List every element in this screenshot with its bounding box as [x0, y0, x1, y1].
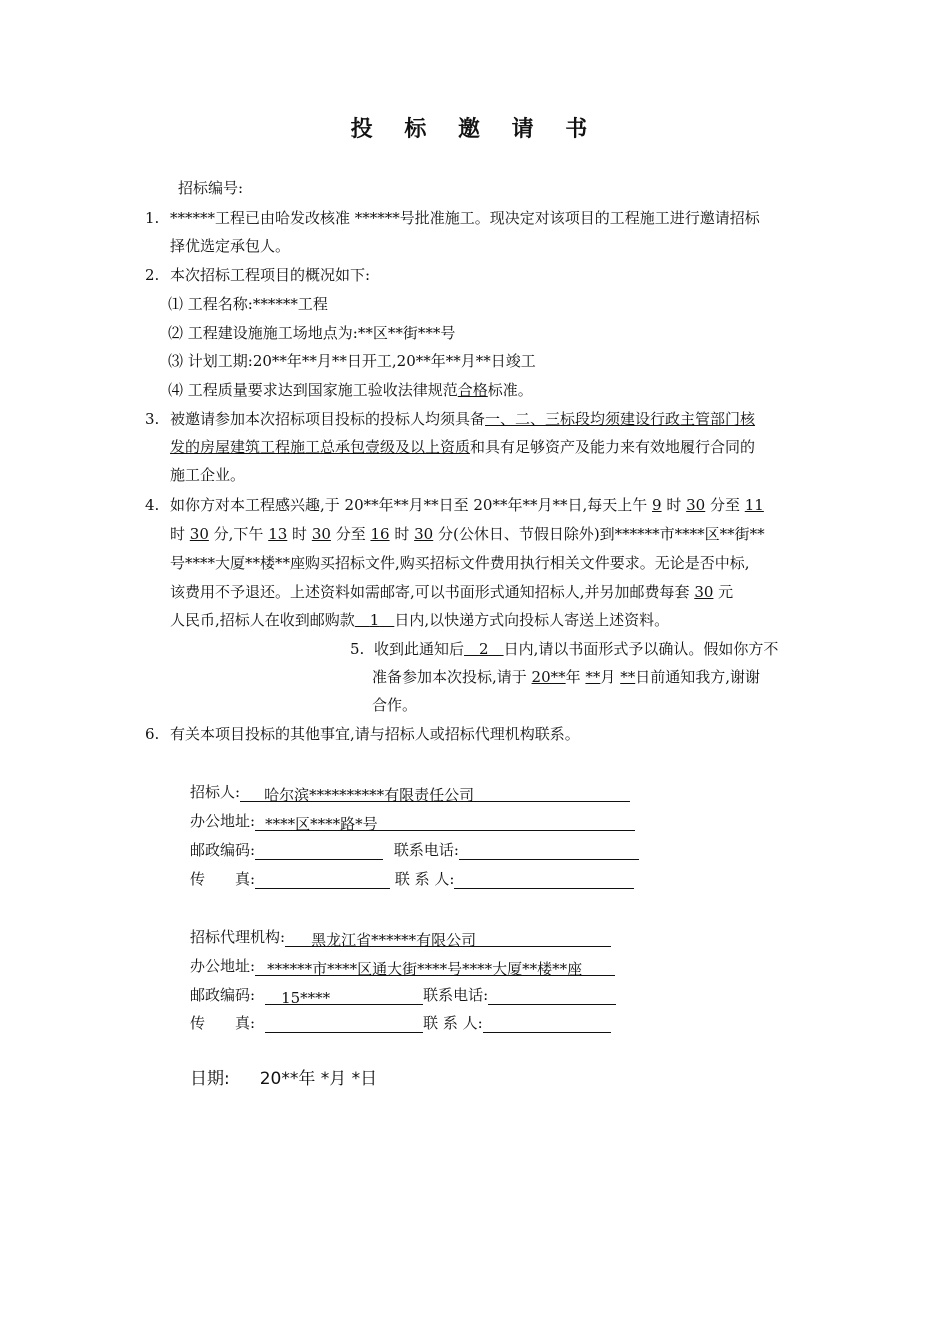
- notice-tail: 日前通知我方,谢谢: [635, 668, 760, 686]
- confirm-tail: 日内,请以书面形式予以确认。假如你方不: [503, 640, 779, 658]
- tenderer-name-value: 哈尔滨**********有限责任公司: [264, 786, 475, 804]
- morning-start-hour: 9: [652, 496, 662, 514]
- section-5-line-1: [374, 639, 778, 659]
- agency-phone-label: 联系电话:: [423, 986, 489, 1004]
- qualification-requirement-2: 发的房屋建筑工程施工总承包壹级及以上资质: [170, 438, 471, 456]
- currency-unit: 元: [713, 583, 734, 601]
- agency-address-field: [255, 959, 615, 976]
- afternoon-end-hour: 16: [370, 525, 390, 543]
- notice-month: **: [585, 668, 601, 686]
- section-4-line-4: [170, 582, 733, 602]
- section-6-line-1: 有关本项目投标的其他事宜,请与招标人或招标代理机构联系。: [170, 725, 580, 743]
- tenderer-address-value: ****区****路*号: [265, 815, 378, 833]
- mail-fee-text: 该费用不予退还。上述资料如需邮寄,可以书面形式通知招标人,并另加邮费每套: [170, 583, 695, 601]
- tenderer-name-row: [190, 782, 630, 802]
- delivery-tail: 日内,以快递方式向投标人寄送上述资料。: [394, 611, 670, 629]
- tenderer-fax-field: [255, 871, 390, 889]
- agency-address-value: ******市****区通大街****号****大厦**楼**座: [267, 960, 583, 978]
- agency-address-row: [190, 956, 615, 976]
- hour-unit: 时: [170, 525, 190, 543]
- morning-end-minute: 30: [189, 525, 209, 543]
- section-4-line-1: [170, 495, 764, 515]
- tenderer-phone-field: [459, 842, 639, 860]
- notice-year: 20**: [531, 668, 566, 686]
- afternoon-text: 分,下午: [208, 525, 269, 543]
- section-1-line-2: 择优选定承包人。: [170, 237, 291, 255]
- morning-end-hour: 11: [744, 496, 764, 514]
- section-1-number: 1.: [145, 209, 160, 227]
- morning-start-minute: 30: [686, 496, 706, 514]
- afternoon-start-minute: 30: [311, 525, 331, 543]
- tenderer-contact-field: [454, 871, 634, 889]
- section-5-line-3: 合作。: [372, 696, 418, 714]
- section-1-line-1: ******工程已由哈发改核准 ******号批准施工。现决定对该项目的工程施工进行邀请招标: [170, 209, 760, 227]
- tenderer-zip-label: 邮政编码:: [190, 841, 256, 859]
- tenderer-zip-field: [255, 842, 383, 860]
- section-5-line-2: [372, 667, 760, 687]
- sale-period-text: 如你方对本工程感兴趣,于 20**年**月**日至 20**年**月**日,每天上午: [170, 496, 653, 514]
- agency-fax-field: [265, 1015, 423, 1033]
- qualification-requirement-1: 一、二、三标段均须建设行政主管部门核: [485, 410, 756, 428]
- project-schedule-item: ⑶ 计划工期:20**年**月**日开工,20**年**月**日竣工: [168, 352, 536, 370]
- project-location-item: ⑵ 工程建设施施工场地点为:**区**街***号: [168, 324, 456, 342]
- agency-name-field: [285, 930, 611, 947]
- hour-unit: 时: [287, 525, 312, 543]
- tenderer-address-row: [190, 811, 635, 831]
- section-3-line-2: [170, 437, 755, 457]
- agency-name-label: 招标代理机构:: [190, 928, 286, 946]
- tenderer-name-label: 招标人:: [190, 783, 241, 801]
- date-label: 日期:: [190, 1069, 230, 1089]
- section-5-number: 5.: [350, 640, 365, 658]
- tenderer-fax-contact-row: [190, 869, 634, 889]
- delivery-days-value: [355, 611, 395, 629]
- tenderer-zip-phone-row: [190, 840, 639, 860]
- afternoon-end-minute: 30: [414, 525, 434, 543]
- section-4-line-2: [170, 524, 765, 544]
- document-date: [190, 1068, 377, 1090]
- tenderer-address-field: [255, 814, 635, 831]
- agency-fax-label: 传 真:: [190, 1014, 256, 1032]
- notice-day: **: [620, 668, 636, 686]
- confirm-days: 2: [479, 640, 489, 658]
- section-2-number: 2.: [145, 266, 160, 284]
- section-4-number: 4.: [145, 496, 160, 514]
- afternoon-start-hour: 13: [268, 525, 288, 543]
- confirm-text: 收到此通知后: [374, 640, 465, 658]
- section-3-line-3: 施工企业。: [170, 466, 246, 484]
- section-4-line-5: [170, 610, 669, 630]
- quality-text: ⑷ 工程质量要求达到国家施工验收法律规范: [168, 381, 458, 399]
- notice-text: 准备参加本次投标,请于: [372, 668, 532, 686]
- tenderer-fax-label: 传 真:: [190, 870, 256, 888]
- project-quality-item: [168, 380, 533, 400]
- tenderer-phone-label: 联系电话:: [393, 841, 459, 859]
- agency-zip-field: [265, 988, 423, 1005]
- quality-grade: 合格: [457, 381, 488, 399]
- agency-contact-field: [483, 1015, 611, 1033]
- document-title: 投 标 邀 请 书: [350, 117, 600, 142]
- tenderer-name-field: [240, 785, 630, 802]
- agency-contact-label: 联 系 人:: [423, 1014, 483, 1032]
- date-value: 20**年 *月 *日: [259, 1069, 378, 1089]
- tenderer-contact-label: 联 系 人:: [394, 870, 455, 888]
- hour-unit: 时: [389, 525, 415, 543]
- minute-to-text: 分至: [330, 525, 371, 543]
- year-unit: 年: [565, 668, 586, 686]
- bid-number-label: 招标编号:: [178, 179, 244, 197]
- month-unit: 月: [600, 668, 621, 686]
- agency-zip-label: 邮政编码:: [190, 986, 256, 1004]
- confirm-days-value: [464, 640, 504, 658]
- section-3-line-1: [170, 409, 755, 429]
- section-6-number: 6.: [145, 725, 160, 743]
- mail-fee-value: 30: [694, 583, 714, 601]
- hour-unit: 时: [661, 496, 687, 514]
- project-name-item: ⑴ 工程名称:******工程: [168, 295, 328, 313]
- delivery-days: 1: [369, 611, 380, 629]
- minute-to-text: 分至: [705, 496, 745, 514]
- sale-location-text: 分(公休日、节假日除外)到******市****区**街**: [433, 525, 765, 543]
- agency-fax-contact-row: [190, 1013, 611, 1033]
- agency-zip-phone-row: [190, 985, 616, 1005]
- section-4-line-3: 号****大厦**楼**座购买招标文件,购买招标文件费用执行相关文件要求。无论是否中标,: [170, 554, 750, 572]
- quality-suffix: 标准。: [487, 381, 533, 399]
- tenderer-address-label: 办公地址:: [190, 812, 256, 830]
- section-2-line-1: 本次招标工程项目的概况如下:: [170, 266, 371, 284]
- section-3-number: 3.: [145, 410, 160, 428]
- delivery-text: 人民币,招标人在收到邮购款: [170, 611, 355, 629]
- agency-address-label: 办公地址:: [190, 957, 256, 975]
- agency-name-row: [190, 927, 611, 947]
- qualification-tail: 和具有足够资产及能力来有效地履行合同的: [470, 438, 756, 456]
- qualification-intro: 被邀请参加本次招标项目投标的投标人均须具备: [170, 410, 486, 428]
- agency-zip-value: 15****: [281, 989, 331, 1007]
- agency-name-value: 黑龙江省******有限公司: [311, 931, 477, 949]
- agency-phone-field: [488, 987, 616, 1005]
